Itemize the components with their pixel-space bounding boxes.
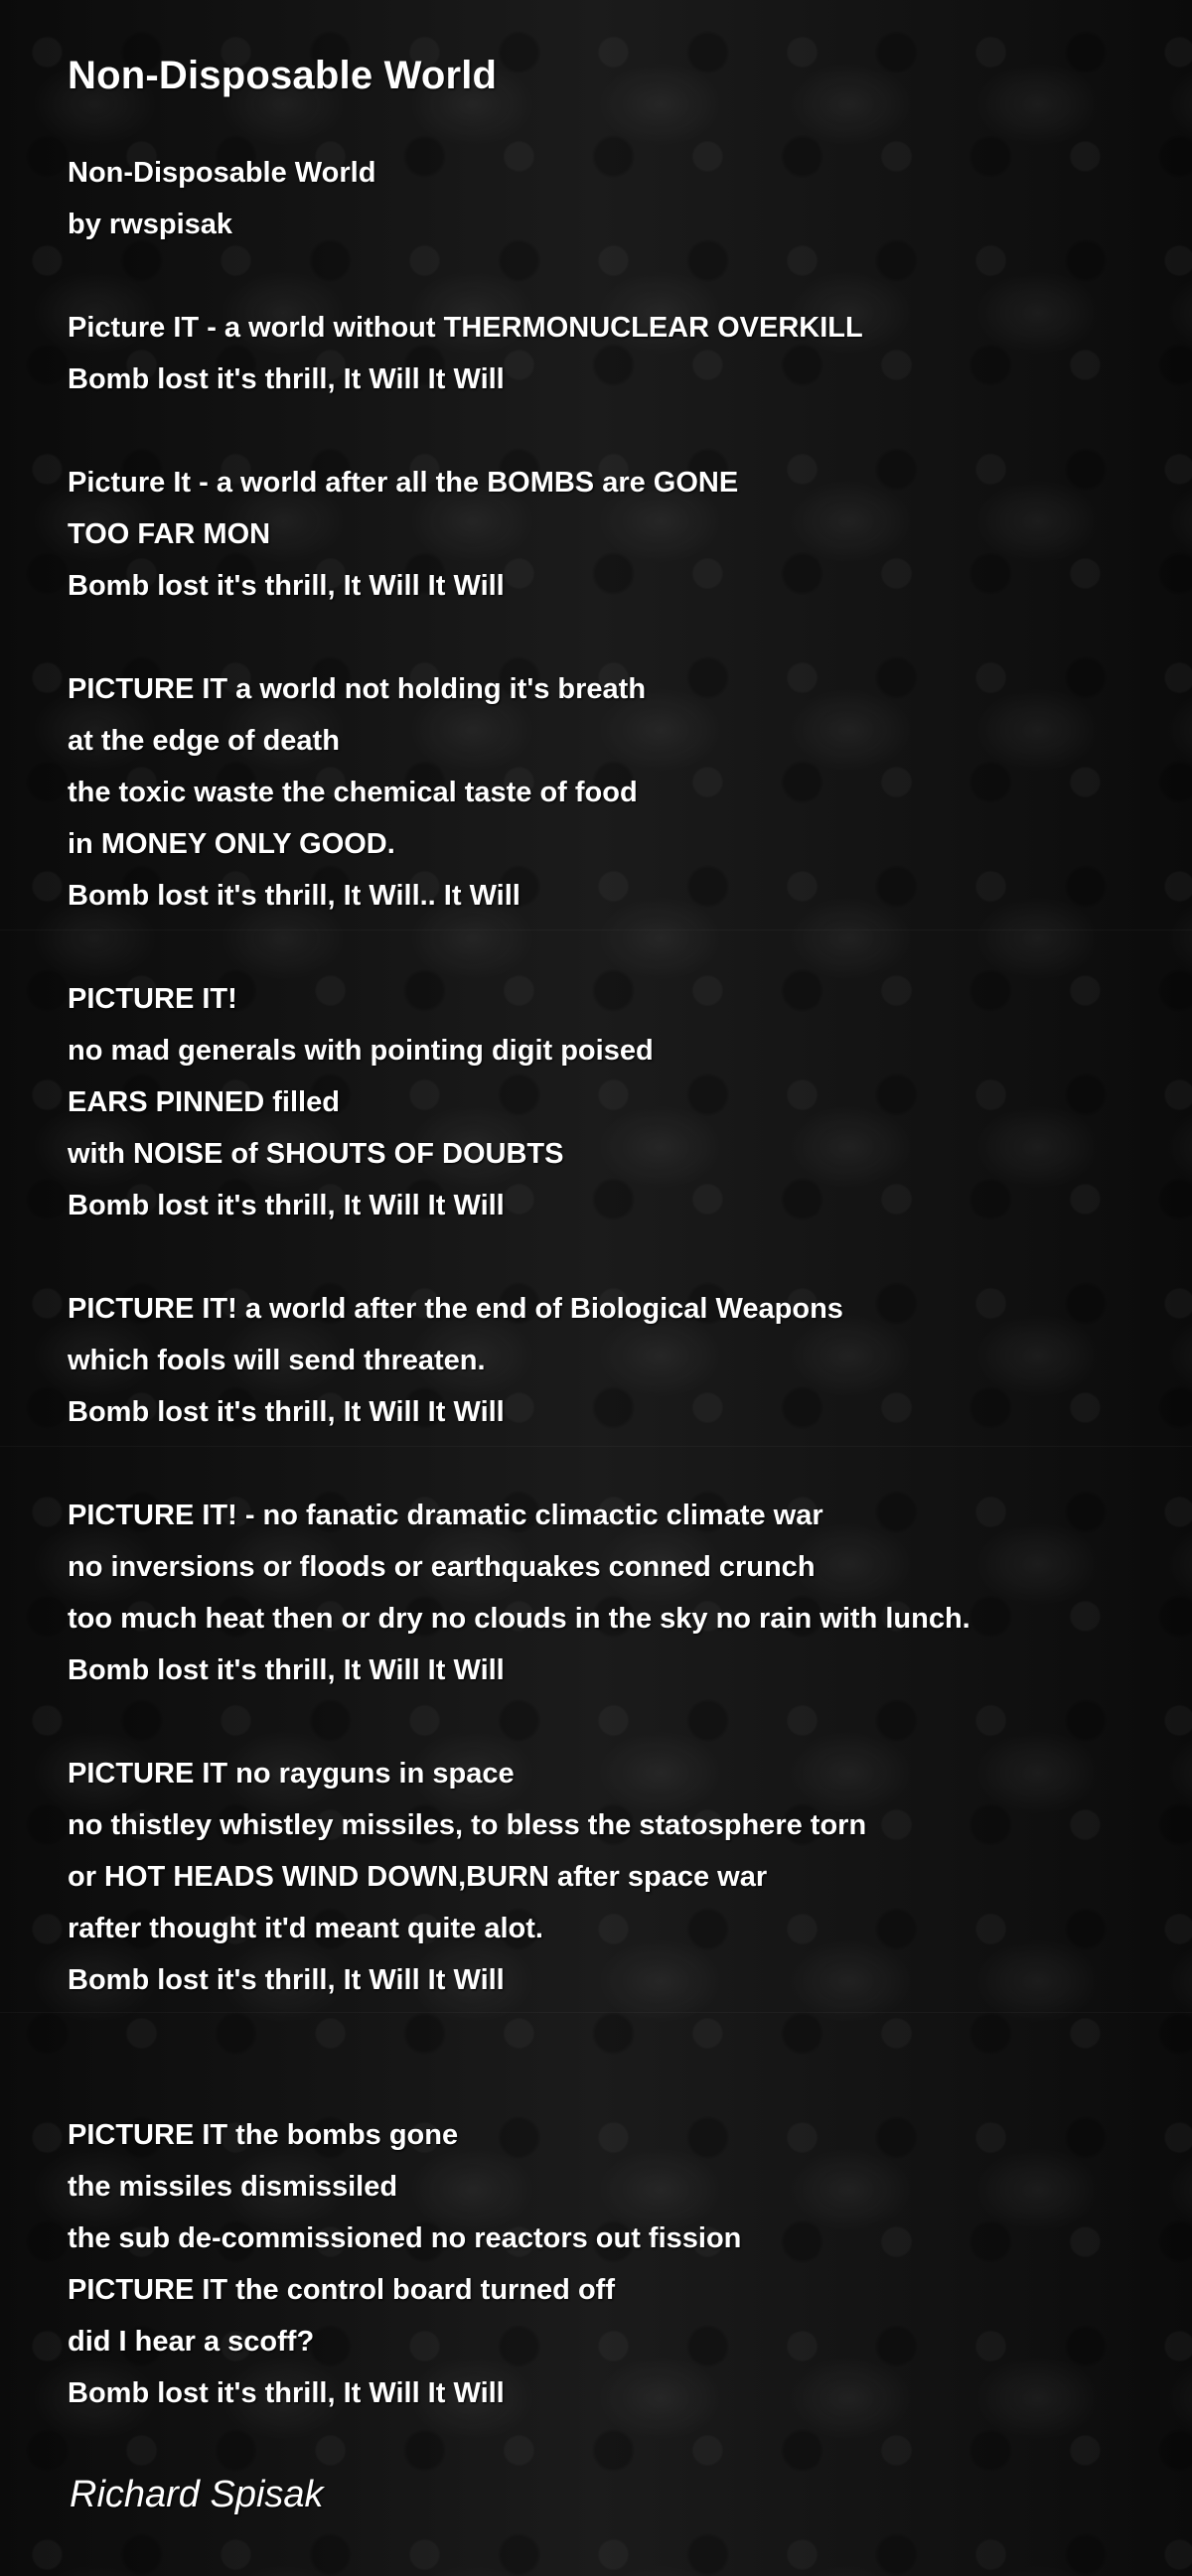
poem-line: Bomb lost it's thrill, It Will It Will [68,2377,505,2409]
poem-line: or HOT HEADS WIND DOWN,BURN after space war [68,1861,768,1893]
poem-line: PICTURE IT! [68,983,237,1015]
poem-line: rafter thought it'd meant quite alot. [68,1913,543,1944]
stanza-break [68,2006,1160,2058]
poem-line: which fools will send threaten. [68,1345,486,1376]
poem-line: the sub de-commissioned no reactors out fission [68,2222,742,2254]
poem-line: EARS PINNED filled [68,1086,340,1118]
stanza-break [68,922,1160,973]
poem-line: the missiles dismissiled [68,2171,398,2203]
poem-line: by rwspisak [68,209,233,240]
poem-line: PICTURE IT! - no fanatic dramatic climactic climate war [68,1500,823,1531]
stanza-break [68,1696,1160,1748]
poem-line: Bomb lost it's thrill, It Will It Will [68,363,505,395]
poem-line: Picture IT - a world without THERMONUCLEAR OVERKILL [68,312,863,344]
stanza-break [68,612,1160,663]
poem-line: PICTURE IT the control board turned off [68,2274,615,2306]
poem-line: Bomb lost it's thrill, It Will It Will [68,1964,505,1996]
poem-line: at the edge of death [68,725,340,757]
poem-line: no mad generals with pointing digit poised [68,1035,654,1067]
stanza-break [68,405,1160,457]
poem-line: Picture It - a world after all the BOMBS are GONE [68,467,739,499]
poem-line: no thistley whistley missiles, to bless the statosphere torn [68,1809,867,1841]
poem-line: Non-Disposable World [68,157,376,189]
poem-line: the toxic waste the chemical taste of food [68,777,638,808]
poem-line: no inversions or floods or earthquakes conned crunch [68,1551,816,1583]
poem-line: Bomb lost it's thrill, It Will It Will [68,570,505,602]
poem-line: PICTURE IT a world not holding it's breath [68,673,647,705]
poem-line: PICTURE IT no rayguns in space [68,1758,515,1789]
stanza-break [68,2058,1160,2109]
stanza-break [68,1231,1160,1283]
poem-line: Bomb lost it's thrill, It Will It Will [68,1190,505,1221]
poem-line: TOO FAR MON [68,518,271,550]
poem-line: with NOISE of SHOUTS OF DOUBTS [68,1138,564,1170]
stanza-break [68,1438,1160,1490]
author-signature: Richard Spisak [70,2474,324,2515]
poem-line: did I hear a scoff? [68,2326,315,2358]
poem-line: Bomb lost it's thrill, It Will It Will [68,1396,505,1428]
poem-line: in MONEY ONLY GOOD. [68,828,395,860]
poem-line: Bomb lost it's thrill, It Will It Will [68,1654,505,1686]
poem-line: too much heat then or dry no clouds in the sky no rain with lunch. [68,1603,970,1635]
poem-line: PICTURE IT the bombs gone [68,2119,459,2151]
poem-line: PICTURE IT! a world after the end of Biological Weapons [68,1293,843,1325]
poem-body [68,147,1160,2419]
poem-line: Bomb lost it's thrill, It Will.. It Will [68,880,521,912]
stanza-break [68,250,1160,302]
poem-title: Non-Disposable World [68,54,498,97]
